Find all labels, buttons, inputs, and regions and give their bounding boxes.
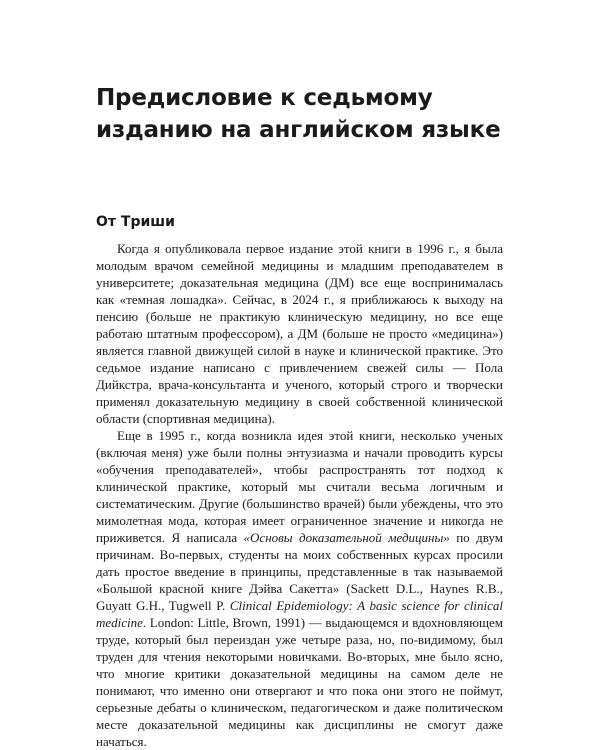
body-text — [96, 240, 503, 750]
paragraph-2-part-3: . London: Little, Brown, 1991) — выдающемся и вдохновляющем труде, который был переиздан уже четыре раза, но, по-видимому, был труден для чтения некоторыми новичками. Во-вторых, мне было ясно, что многие критики доказательной медицины на самом деле не понимают, что именно они отвергают и что пока они этого не поймут, серьезные дебаты о клиническом, педагогическом и даже политическом месте доказательной медицины как дисциплины не смогут даже начаться. — [96, 615, 503, 749]
cited-book-title: Clinical Epidemiology: A basic science for clinical medicine — [96, 598, 504, 630]
chapter-title: Предисловие к седьмому изданию на английском языке — [96, 85, 501, 143]
paragraph-1: Когда я опубликовала первое издание этой книги в 1996 г., я была молодым врачом семейной медицины и младшим преподавателем в университете; доказательная медицина (ДМ) все еще воспринималась как «темная лошадка». Сейчас, в 2024 г., я приближаюсь к выходу на пенсию (больше не практикую клиническую медицину, но все еще работаю штатным профессором), а ДМ (больше не просто «медицина») является главной движущей силой в науке и клинической практике. Это седьмое издание написано с привлечением свежей силы — Пола Дийкстра, врача-консультанта и ученого, который строго и творчески применял доказательную медицину в своей собственной клинической области (спортивная медицина). — [96, 241, 503, 426]
paragraph-2 — [96, 427, 503, 750]
paragraph-2-part-1: Еще в 1995 г., когда возникла идея этой книги, несколько ученых (включая меня) уже были полны энтузиазма и начали проводить курсы «обучения преподавателей», чтобы распространять тот подход к клинической практике, который мы считали весьма логичным и систематическим. Другие (большинство врачей) были убеждены, что это мимолетная мода, которая имеет ограниченное значение и никогда не приживется. Я написала — [96, 428, 503, 545]
book-title: «Основы доказательной медицины» — [243, 530, 450, 545]
paragraph-2-part-2: по двум причинам. Во-первых, студенты на моих собственных курсах просили дать простое введение в принципы, представленные в так называемой «Большой красной книге Дэйва Сакетта» (Sackett D.L., Haynes R.B., Guyatt G.H., Tugwell P. — [96, 530, 503, 613]
section-title: От Триши — [96, 214, 175, 230]
